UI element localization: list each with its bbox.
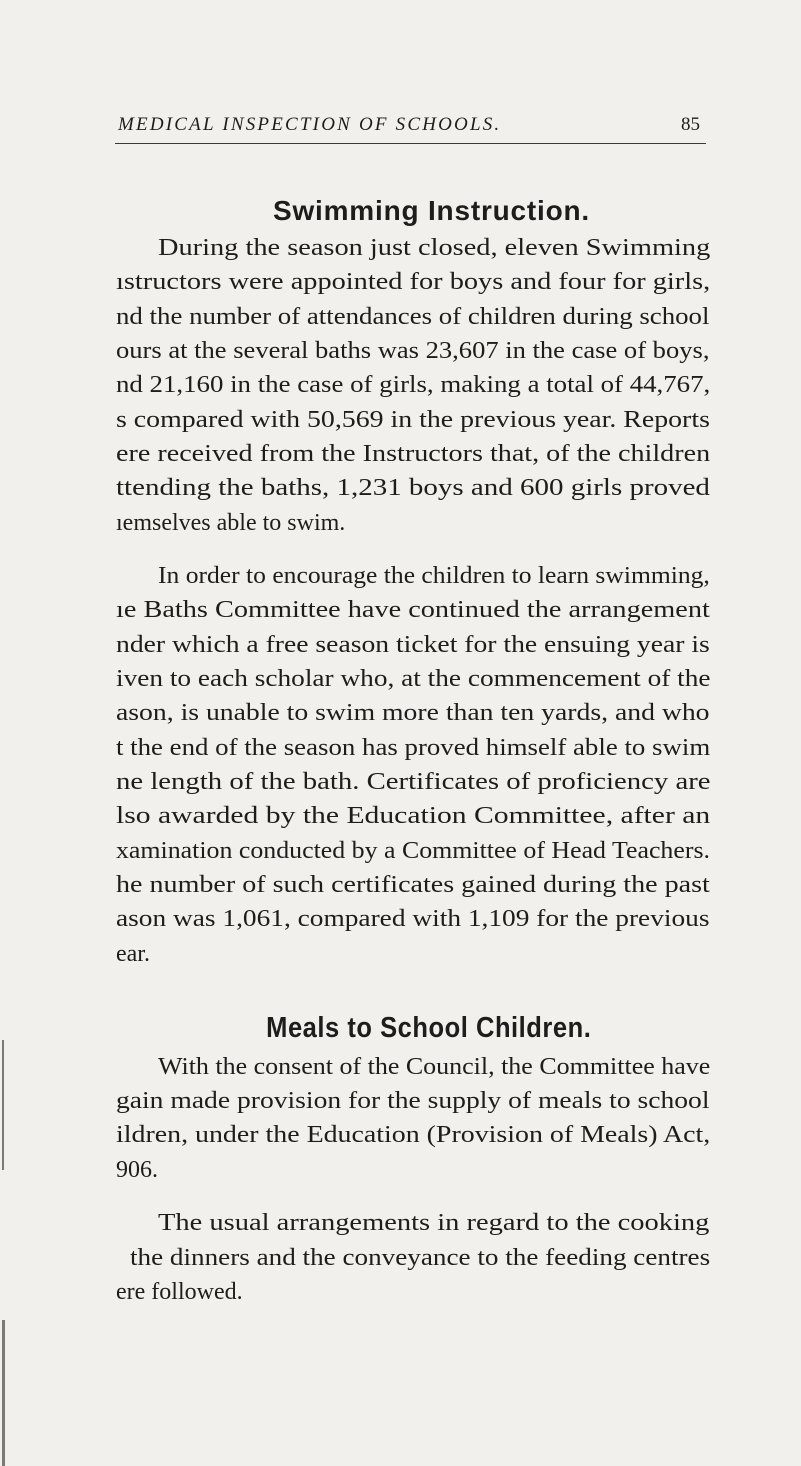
header-rule <box>115 143 706 144</box>
text-line: gain made provision for the supply of meals to school <box>116 1088 710 1114</box>
text-line: lso awarded by the Education Committee, after an <box>116 803 711 829</box>
section-heading-swimming: Swimming Instruction. <box>272 195 591 226</box>
gutter-shadow <box>2 1320 5 1466</box>
text-line: nder which a free season ticket for the ensuing year is <box>116 632 710 658</box>
text-line: ıemselves able to swim. <box>116 510 346 536</box>
running-head-title: MEDICAL INSPECTION OF SCHOOLS. <box>118 114 502 135</box>
text-line: ıstructors were appointed for boys and four for girls, <box>116 269 711 295</box>
text-line: xamination conducted by a Committee of Head Teachers. <box>116 838 711 864</box>
text-line: ne length of the bath. Certificates of proficiency are <box>116 769 711 795</box>
text-line: he number of such certificates gained during the past <box>116 872 710 898</box>
page-number: 85 <box>681 114 700 135</box>
text-line: ason was 1,061, compared with 1,109 for the previous <box>116 906 710 932</box>
text-line: ere received from the Instructors that, of the children <box>116 441 711 467</box>
text-line: In order to encourage the children to learn swimming, <box>158 563 710 589</box>
text-line: ildren, under the Education (Provision of Meals) Act, <box>116 1122 711 1148</box>
text-line: The usual arrangements in regard to the cooking <box>158 1210 710 1236</box>
text-line: ours at the several baths was 23,607 in the case of boys, <box>116 338 710 364</box>
text-line: iven to each scholar who, at the commencement of the <box>116 666 711 692</box>
text-line: ason, is unable to swim more than ten yards, and who <box>116 700 710 726</box>
text-line: ere followed. <box>116 1279 243 1305</box>
text-line: nd 21,160 in the case of girls, making a total of 44,767, <box>116 372 711 398</box>
text-line: t the end of the season has proved himself able to swim <box>116 735 711 761</box>
text-line: nd the number of attendances of children during school <box>116 304 710 330</box>
text-line: ear. <box>116 941 150 967</box>
text-line: the dinners and the conveyance to the feeding centres <box>130 1245 711 1271</box>
text-line: ttending the baths, 1,231 boys and 600 girls proved <box>116 475 710 501</box>
running-head <box>0 114 801 140</box>
text-line: ıe Baths Committee have continued the arrangement <box>116 597 710 623</box>
gutter-shadow <box>2 1040 4 1170</box>
text-line: With the consent of the Council, the Committee have <box>158 1054 711 1080</box>
section-heading-meals: Meals to School Children. <box>266 1012 592 1044</box>
text-line: During the season just closed, eleven Swimming <box>158 235 711 261</box>
text-line: 906. <box>116 1157 158 1183</box>
text-line: s compared with 50,569 in the previous year. Reports <box>116 407 710 433</box>
